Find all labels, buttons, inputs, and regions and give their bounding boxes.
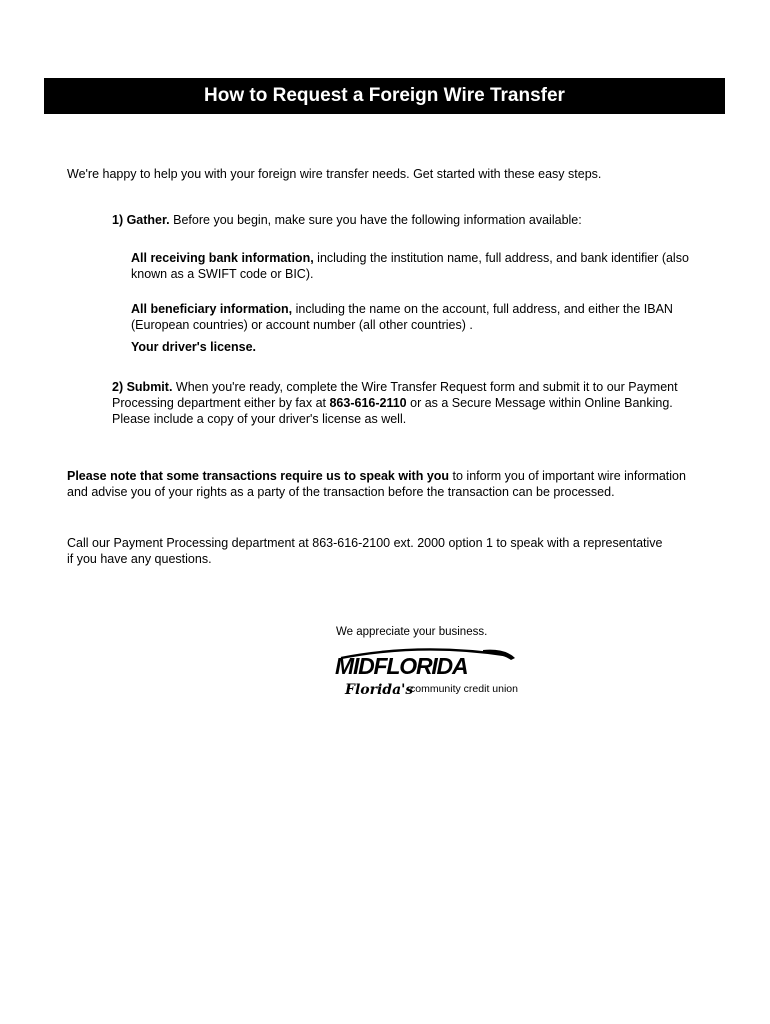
- bank-info-label: All receiving bank information,: [131, 251, 314, 265]
- drivers-license-item: [131, 339, 691, 355]
- fax-number: 863-616-2110: [329, 396, 407, 410]
- beneficiary-info-label: All beneficiary information,: [131, 302, 293, 316]
- closing-text: We appreciate your business.: [336, 626, 488, 638]
- call-paragraph: Call our Payment Processing department at 863-616-2100 ext. 2000 option 1 to speak with a representative if you have any questions.: [67, 536, 663, 566]
- drivers-license-label: Your driver's license.: [131, 340, 257, 354]
- beneficiary-info-text: including the name on the account, full address, and either the IBAN (European countries) or account number (all other countries) .: [131, 302, 673, 332]
- step-submit: [112, 379, 702, 427]
- beneficiary-info-item: [131, 301, 703, 333]
- step-submit-label: 2) Submit.: [112, 380, 173, 394]
- logo-tagline: community credit union: [410, 683, 518, 695]
- note-bold: Please note that some transactions require us to speak with you: [67, 469, 450, 483]
- logo-wordmark: MIDFLORIDA: [335, 653, 468, 679]
- page-title: How to Request a Foreign Wire Transfer: [44, 78, 725, 114]
- step-gather-text: Before you begin, make sure you have the following information available:: [169, 213, 582, 227]
- intro-text: We're happy to help you with your foreign wire transfer needs. Get started with these easy steps.: [67, 167, 602, 181]
- midflorida-logo-mark: [333, 646, 523, 702]
- step-submit-text-after: or as a Secure Message within Online Banking. Please include a copy of your driver's license as well.: [112, 396, 673, 426]
- note-paragraph: [67, 468, 687, 500]
- step-gather: [112, 212, 712, 228]
- bank-info-item: [131, 250, 691, 282]
- logo-script: Florida's: [345, 682, 414, 698]
- bank-info-text: including the institution name, full address, and bank identifier (also known as a SWIFT code or BIC).: [131, 251, 689, 281]
- step-gather-label: 1) Gather.: [112, 213, 170, 227]
- midflorida-logo: [333, 646, 523, 702]
- note-text: to inform you of important wire information and advise you of your rights as a party of the transaction before the transaction can be processed.: [67, 469, 686, 499]
- step-submit-text: When you're ready, complete the Wire Transfer Request form and submit it to our Payment Processing department either by fax at: [112, 380, 678, 410]
